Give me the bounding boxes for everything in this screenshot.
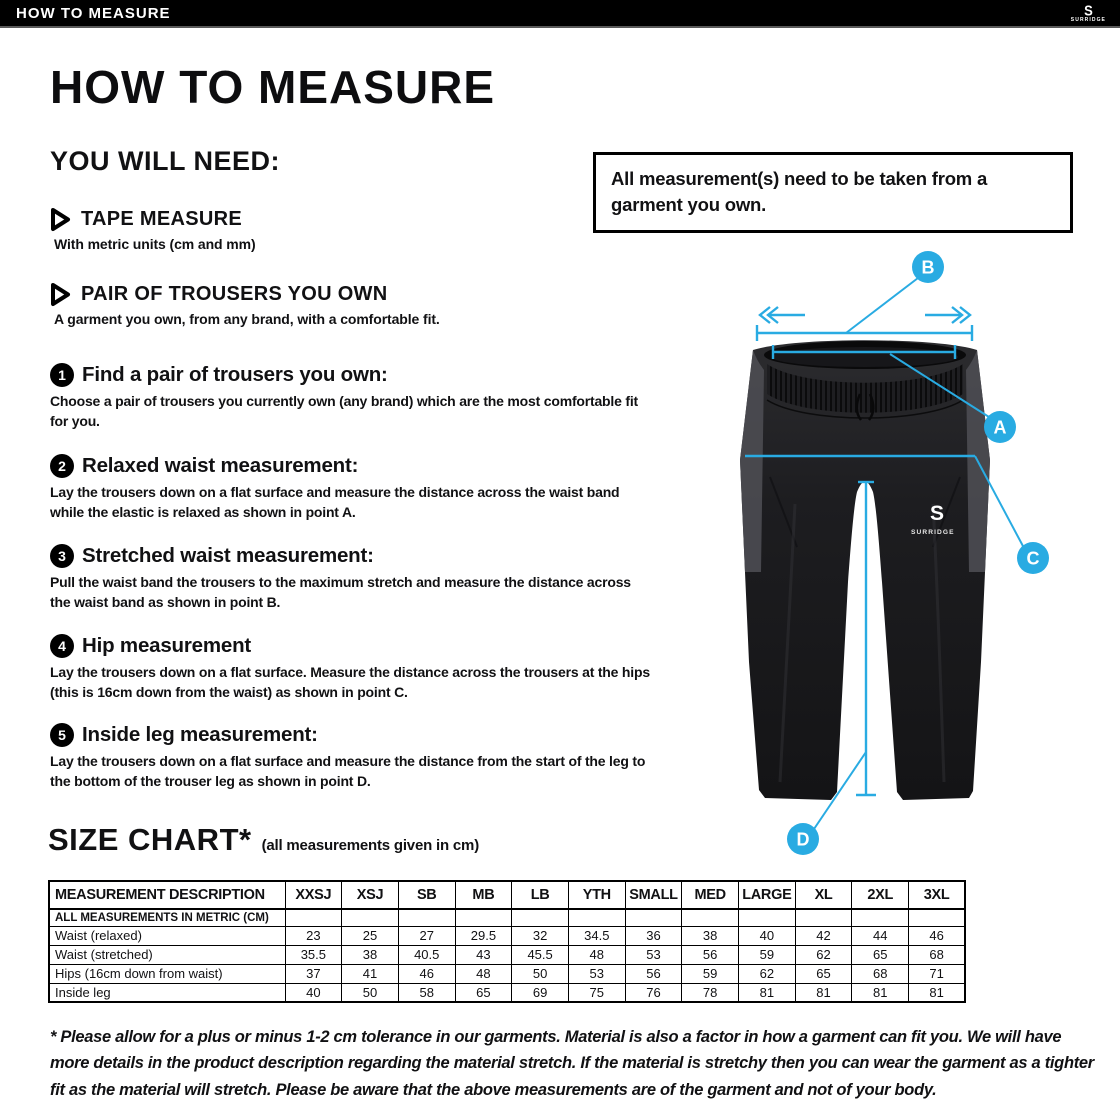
table-cell: 40 — [285, 983, 342, 1002]
point-a-marker — [984, 411, 1016, 443]
table-cell — [512, 909, 569, 926]
column-header: XL — [795, 881, 852, 909]
step-title: Inside leg measurement: — [82, 723, 318, 746]
table-cell: 50 — [512, 964, 569, 983]
garment-logo-word: SURRIDGE — [911, 529, 955, 536]
item-title: PAIR OF TROUSERS YOU OWN — [81, 283, 388, 305]
table-cell: 27 — [398, 926, 455, 945]
size-table-body — [49, 909, 965, 1002]
step-1 — [50, 363, 660, 432]
step-title: Stretched waist measurement: — [82, 544, 374, 567]
table-cell: 29.5 — [455, 926, 512, 945]
table-cell: 34.5 — [568, 926, 625, 945]
table-cell — [682, 909, 739, 926]
row-label: Inside leg — [49, 983, 285, 1002]
row-label: Waist (stretched) — [49, 945, 285, 964]
top-bar — [0, 0, 1120, 28]
column-header: SB — [398, 881, 455, 909]
table-cell: 38 — [682, 926, 739, 945]
step-title: Relaxed waist measurement: — [82, 454, 359, 477]
table-cell — [342, 909, 399, 926]
table-row — [49, 945, 965, 964]
size-chart-title: SIZE CHART* — [48, 822, 252, 857]
table-cell: 75 — [568, 983, 625, 1002]
point-a-label: A — [993, 417, 1007, 438]
table-cell: 81 — [852, 983, 909, 1002]
table-cell: 48 — [455, 964, 512, 983]
table-cell: 69 — [512, 983, 569, 1002]
surridge-wordmark: SURRIDGE — [1070, 16, 1106, 23]
table-cell: 62 — [795, 945, 852, 964]
table-cell: 81 — [909, 983, 966, 1002]
size-chart-subtitle: (all measurements given in cm) — [261, 837, 479, 854]
surridge-s-icon: S — [1084, 1, 1093, 19]
list-item — [50, 282, 610, 327]
step-number-badge: 4 — [50, 634, 74, 658]
point-c-marker — [1017, 542, 1049, 574]
point-d-label: D — [796, 829, 810, 850]
point-b-marker — [912, 251, 944, 283]
table-cell: 43 — [455, 945, 512, 964]
triangle-bullet-icon — [50, 207, 71, 232]
table-cell: 76 — [625, 983, 682, 1002]
page-title: HOW TO MEASURE — [50, 61, 496, 113]
table-cell: 46 — [909, 926, 966, 945]
table-cell: 41 — [342, 964, 399, 983]
table-cell: 65 — [455, 983, 512, 1002]
step-description: Lay the trousers down on a flat surface. Measure the distance across the trousers at the hips (this is 16cm down from the waist) as shown in point C. — [50, 664, 650, 700]
table-cell: 81 — [795, 983, 852, 1002]
table-cell: 58 — [398, 983, 455, 1002]
point-b-label: B — [921, 257, 935, 278]
column-header: LB — [512, 881, 569, 909]
table-cell: 78 — [682, 983, 739, 1002]
table-cell: 40 — [739, 926, 796, 945]
table-cell — [568, 909, 625, 926]
step-number-badge: 3 — [50, 544, 74, 568]
table-cell: 81 — [739, 983, 796, 1002]
table-row — [49, 926, 965, 945]
step-title: Hip measurement — [82, 634, 252, 657]
column-header: MB — [455, 881, 512, 909]
step-number-badge: 5 — [50, 723, 74, 747]
step-2 — [50, 454, 660, 523]
you-will-need-section — [50, 146, 610, 327]
metric-note-cell: ALL MEASUREMENTS IN METRIC (CM) — [49, 909, 285, 926]
table-cell: 48 — [568, 945, 625, 964]
step-4 — [50, 634, 660, 703]
size-table — [48, 880, 966, 1003]
table-cell — [852, 909, 909, 926]
table-cell — [909, 909, 966, 926]
step-description: Lay the trousers down on a flat surface and measure the distance from the start of the leg to the bottom of the trouser leg as shown in point D. — [50, 753, 646, 789]
table-cell: 53 — [625, 945, 682, 964]
column-header: SMALL — [625, 881, 682, 909]
step-description: Lay the trousers down on a flat surface and measure the distance across the waist band while the elastic is relaxed as shown in point A. — [50, 484, 620, 520]
table-cell: 68 — [909, 945, 966, 964]
table-cell: 50 — [342, 983, 399, 1002]
step-title: Find a pair of trousers you own: — [82, 363, 388, 386]
column-header: YTH — [568, 881, 625, 909]
item-title: TAPE MEASURE — [81, 208, 243, 230]
column-header: LARGE — [739, 881, 796, 909]
step-3 — [50, 544, 660, 613]
step-number-badge: 1 — [50, 363, 74, 387]
column-header: 2XL — [852, 881, 909, 909]
row-label: Hips (16cm down from waist) — [49, 964, 285, 983]
size-table-header — [49, 881, 965, 909]
table-cell: 45.5 — [512, 945, 569, 964]
tolerance-footnote: * Please allow for a plus or minus 1-2 cm tolerance in our garments. Material is also a factor in how a garment can fit you. We will have more details in the product description regarding the material stretch. If the material is stretchy then you can wear the garment as a tighter fit as the material will stretch. Please be aware that the above measurements are of the garment and not of your body. — [50, 1028, 1094, 1099]
table-cell: 42 — [795, 926, 852, 945]
table-cell: 68 — [852, 964, 909, 983]
column-header: MEASUREMENT DESCRIPTION — [49, 881, 285, 909]
step-description: Choose a pair of trousers you currently own (any brand) which are the most comfortable fit for you. — [50, 393, 638, 429]
step-description: Pull the waist band the trousers to the maximum stretch and measure the distance across the waist band as shown in point B. — [50, 574, 631, 610]
point-d-marker — [787, 823, 819, 855]
table-cell: 38 — [342, 945, 399, 964]
table-cell — [795, 909, 852, 926]
column-header: MED — [682, 881, 739, 909]
table-cell: 36 — [625, 926, 682, 945]
list-item — [50, 207, 610, 252]
trousers-measurement-diagram — [675, 242, 1115, 872]
table-cell — [739, 909, 796, 926]
item-description: A garment you own, from any brand, with a comfortable fit. — [54, 311, 440, 327]
table-cell — [625, 909, 682, 926]
table-cell: 25 — [342, 926, 399, 945]
table-cell: 53 — [568, 964, 625, 983]
table-cell: 62 — [739, 964, 796, 983]
table-cell: 59 — [739, 945, 796, 964]
table-cell: 35.5 — [285, 945, 342, 964]
table-cell — [455, 909, 512, 926]
garment-logo-s-icon: S — [930, 502, 945, 525]
step-number-badge: 2 — [50, 454, 74, 478]
measurement-note-box: All measurement(s) need to be taken from a garment you own. — [593, 152, 1073, 233]
column-header: XXSJ — [285, 881, 342, 909]
you-will-need-heading: YOU WILL NEED: — [50, 146, 281, 176]
item-description: With metric units (cm and mm) — [54, 236, 256, 252]
table-cell: 56 — [682, 945, 739, 964]
table-cell: 56 — [625, 964, 682, 983]
table-cell: 37 — [285, 964, 342, 983]
table-cell — [285, 909, 342, 926]
surridge-logo — [1070, 1, 1106, 23]
table-cell: 23 — [285, 926, 342, 945]
metric-note-row — [49, 909, 965, 926]
table-cell: 40.5 — [398, 945, 455, 964]
column-header: 3XL — [909, 881, 966, 909]
step-5 — [50, 723, 660, 792]
table-cell: 46 — [398, 964, 455, 983]
table-row — [49, 983, 965, 1002]
point-c-label: C — [1026, 548, 1040, 569]
table-cell: 32 — [512, 926, 569, 945]
row-label: Waist (relaxed) — [49, 926, 285, 945]
triangle-bullet-icon — [50, 282, 71, 307]
column-header: XSJ — [342, 881, 399, 909]
size-chart-heading — [48, 822, 479, 858]
table-cell: 65 — [852, 945, 909, 964]
table-cell — [398, 909, 455, 926]
table-cell: 71 — [909, 964, 966, 983]
table-cell: 65 — [795, 964, 852, 983]
table-cell: 59 — [682, 964, 739, 983]
table-row — [49, 964, 965, 983]
table-cell: 44 — [852, 926, 909, 945]
top-bar-title: HOW TO MEASURE — [16, 4, 171, 22]
